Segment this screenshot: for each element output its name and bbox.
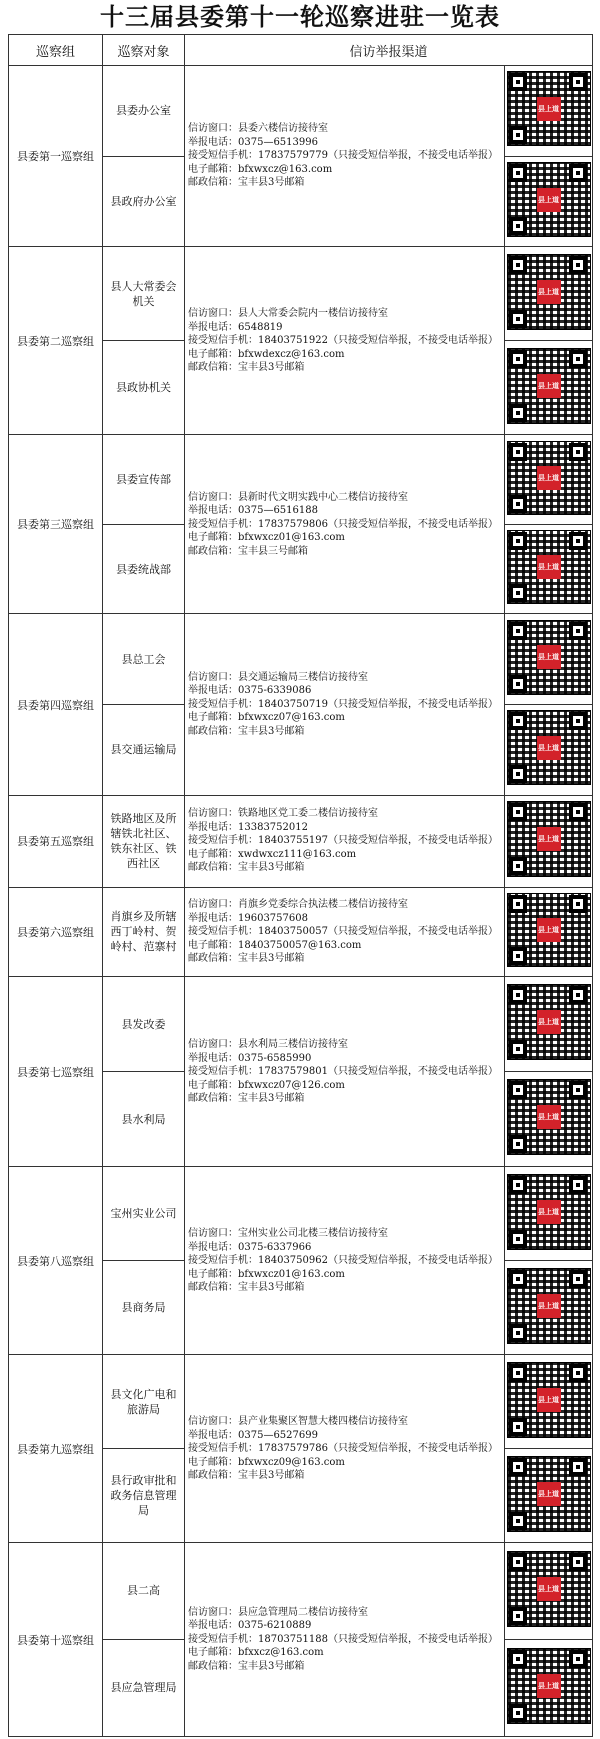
channel-mailbox: 邮政信箱：宝丰县3号邮箱	[188, 1660, 305, 1672]
channel-cell	[185, 614, 505, 795]
qr-finder-pattern	[509, 1081, 527, 1099]
channel-email: 电子邮箱：bfxwxcz07@126.com	[188, 1079, 345, 1091]
qr-finder-pattern	[509, 584, 527, 602]
group-cell: 县委第八巡察组	[9, 1167, 103, 1355]
channel-phone: 举报电话：0375—6527699	[188, 1429, 318, 1441]
qr-finder-pattern	[569, 256, 587, 274]
qr-finder-pattern	[509, 765, 527, 783]
group-cell: 县委第七巡察组	[9, 977, 103, 1167]
qr-finder-pattern	[569, 164, 587, 182]
qr-finder-pattern	[509, 1704, 527, 1722]
channel-mailbox: 邮政信箱：宝丰县三号邮箱	[188, 545, 308, 557]
target-cell: 县总工会	[103, 614, 185, 705]
qr-code-icon[interactable]	[508, 349, 590, 423]
channel-sms: 接受短信手机：18403750057（只接受短信举报，不接受电话举报）	[188, 926, 498, 938]
target-cell: 县商务局	[103, 1261, 185, 1355]
qr-cell	[505, 156, 593, 247]
target-cell: 县委办公室	[103, 66, 185, 157]
qr-cell	[505, 1639, 593, 1736]
channel-cell	[185, 1543, 505, 1737]
qr-code-icon[interactable]	[508, 1649, 590, 1723]
channel-cell	[185, 247, 505, 435]
qr-code-icon[interactable]	[508, 1552, 590, 1626]
channel-cell	[185, 66, 505, 247]
qr-finder-pattern	[509, 1364, 527, 1382]
qr-cell	[505, 1355, 593, 1449]
qr-finder-pattern	[509, 310, 527, 328]
channel-mailbox: 邮政信箱：宝丰县3号邮箱	[188, 862, 305, 874]
channel-phone: 举报电话：0375—6516188	[188, 505, 318, 517]
header-group: 巡察组	[9, 35, 103, 66]
target-cell: 县政府办公室	[103, 156, 185, 247]
channel-sms: 接受短信手机：18403750962（只接受短信举报，不接受电话举报）	[188, 1255, 498, 1267]
qr-logo-icon: 县上道	[537, 827, 561, 851]
target-cell: 县二高	[103, 1543, 185, 1639]
qr-finder-pattern	[509, 622, 527, 640]
target-cell: 县行政审批和政务信息管理局	[103, 1449, 185, 1543]
qr-finder-pattern	[509, 1135, 527, 1153]
qr-finder-pattern	[509, 675, 527, 693]
channel-cell	[185, 887, 505, 977]
channel-mailbox: 邮政信箱：宝丰县3号邮箱	[188, 177, 305, 189]
qr-finder-pattern	[509, 1176, 527, 1194]
group-cell: 县委第九巡察组	[9, 1355, 103, 1543]
group-cell: 县委第三巡察组	[9, 435, 103, 614]
channel-mailbox: 邮政信箱：宝丰县3号邮箱	[188, 1093, 305, 1104]
qr-logo-icon: 县上道	[537, 736, 561, 760]
channel-sms: 接受短信手机：17837579806（只接受短信举报，不接受电话举报）	[188, 518, 498, 530]
qr-code-icon[interactable]	[508, 1080, 590, 1154]
channel-phone: 举报电话：6548819	[188, 321, 283, 333]
channel-window: 信访窗口：县交通运输局三楼信访接待室	[188, 671, 368, 683]
qr-cell	[505, 1449, 593, 1543]
table-row	[9, 795, 593, 887]
qr-code-icon[interactable]	[508, 802, 590, 876]
group-cell: 县委第六巡察组	[9, 887, 103, 977]
qr-logo-icon: 县上道	[537, 374, 561, 398]
channel-phone: 举报电话：0375-6585990	[188, 1052, 312, 1064]
qr-cell	[505, 705, 593, 796]
channel-email: 电子邮箱：bfxwxcz09@163.com	[188, 1456, 345, 1468]
qr-finder-pattern	[509, 803, 527, 821]
table-row	[9, 887, 593, 977]
table-row	[9, 614, 593, 705]
qr-finder-pattern	[509, 1230, 527, 1248]
channel-window: 信访窗口：县新时代文明实践中心二楼信访接待室	[188, 491, 408, 503]
qr-finder-pattern	[509, 532, 527, 550]
qr-logo-icon: 县上道	[537, 1105, 561, 1129]
qr-finder-pattern	[509, 404, 527, 422]
qr-finder-pattern	[509, 126, 527, 144]
table-row	[9, 1543, 593, 1639]
channel-email: 电子邮箱：bfxwxcz07@163.com	[188, 712, 345, 724]
qr-logo-icon: 县上道	[537, 1577, 561, 1601]
page-title: 十三届县委第十一轮巡察进驻一览表	[100, 2, 500, 31]
qr-finder-pattern	[509, 1607, 527, 1625]
channel-mailbox: 邮政信箱：宝丰县3号邮箱	[188, 1470, 305, 1482]
table-body	[9, 66, 593, 1737]
header-row	[9, 35, 593, 66]
qr-code-icon[interactable]	[508, 1175, 590, 1249]
channel-phone: 举报电话：0375-6337966	[188, 1241, 312, 1253]
table-row	[9, 435, 593, 525]
qr-cell	[505, 66, 593, 157]
target-cell: 宝州实业公司	[103, 1167, 185, 1261]
qr-logo-icon: 县上道	[537, 188, 561, 212]
channel-cell	[185, 795, 505, 887]
group-cell: 县委第二巡察组	[9, 247, 103, 435]
qr-finder-pattern	[569, 443, 587, 461]
qr-finder-pattern	[569, 1081, 587, 1099]
qr-cell	[505, 435, 593, 525]
qr-cell	[505, 1543, 593, 1639]
qr-logo-icon: 县上道	[537, 1388, 561, 1412]
header-target: 巡察对象	[103, 35, 185, 66]
qr-finder-pattern	[509, 443, 527, 461]
channel-email: 电子邮箱：xwdwxcz111@163.com	[188, 848, 357, 860]
qr-finder-pattern	[569, 1176, 587, 1194]
qr-finder-pattern	[509, 895, 527, 913]
qr-code-icon[interactable]	[508, 711, 590, 784]
qr-finder-pattern	[569, 803, 587, 821]
qr-code-icon[interactable]	[508, 442, 590, 514]
target-cell: 县交通运输局	[103, 705, 185, 796]
qr-code-icon[interactable]	[508, 621, 590, 694]
qr-finder-pattern	[509, 164, 527, 182]
qr-finder-pattern	[509, 1418, 527, 1436]
target-cell: 县委统战部	[103, 524, 185, 614]
qr-finder-pattern	[509, 256, 527, 274]
qr-finder-pattern	[509, 986, 527, 1004]
channel-phone: 举报电话：0375—6513996	[188, 136, 318, 148]
channel-window: 信访窗口：县水利局三楼信访接待室	[188, 1039, 348, 1050]
qr-cell	[505, 1261, 593, 1355]
qr-cell	[505, 247, 593, 341]
channel-email: 电子邮箱：bfxwxcz@163.com	[188, 163, 333, 175]
channel-sms: 接受短信手机：18403750719（只接受短信举报，不接受电话举报）	[188, 698, 498, 710]
target-cell: 肖旗乡及所辖西丁岭村、贺岭村、范寨村	[103, 887, 185, 977]
qr-code-icon[interactable]	[508, 72, 590, 145]
qr-code-icon[interactable]	[508, 255, 590, 329]
table-row	[9, 1167, 593, 1261]
qr-logo-icon: 县上道	[537, 1294, 561, 1318]
channel-window: 信访窗口：肖旗乡党委综合执法楼二楼信访接待室	[188, 899, 408, 911]
target-cell: 县应急管理局	[103, 1639, 185, 1736]
qr-finder-pattern	[569, 986, 587, 1004]
table-row	[9, 977, 593, 1072]
qr-code-icon[interactable]	[508, 894, 590, 966]
table-row	[9, 1355, 593, 1449]
qr-finder-pattern	[509, 1512, 527, 1530]
channel-cell	[185, 435, 505, 614]
target-cell: 县水利局	[103, 1072, 185, 1167]
channel-sms: 接受短信手机：17837579779（只接受短信举报，不接受电话举报）	[188, 150, 498, 162]
qr-finder-pattern	[569, 73, 587, 91]
qr-finder-pattern	[569, 712, 587, 730]
qr-finder-pattern	[569, 622, 587, 640]
channel-email: 电子邮箱：bfxxcz@163.com	[188, 1647, 324, 1659]
qr-finder-pattern	[509, 712, 527, 730]
qr-code-icon[interactable]	[508, 1269, 590, 1343]
target-cell: 县政协机关	[103, 341, 185, 435]
group-cell: 县委第四巡察组	[9, 614, 103, 795]
channel-sms: 接受短信手机：17837579801（只接受短信举报，不接受电话举报）	[188, 1066, 498, 1077]
qr-logo-icon: 县上道	[537, 97, 561, 121]
qr-cell	[505, 977, 593, 1072]
target-cell: 县委宣传部	[103, 435, 185, 525]
channel-mailbox: 邮政信箱：宝丰县3号邮箱	[188, 953, 305, 965]
qr-code-icon[interactable]	[508, 1457, 590, 1531]
channel-email: 电子邮箱：bfxwxcz01@163.com	[188, 532, 345, 544]
channel-mailbox: 邮政信箱：宝丰县3号邮箱	[188, 362, 305, 374]
target-cell: 铁路地区及所辖铁北社区、铁东社区、铁西社区	[103, 795, 185, 887]
channel-phone: 举报电话：0375-6339086	[188, 685, 312, 697]
qr-finder-pattern	[509, 857, 527, 875]
channel-sms: 接受短信手机：17837579786（只接受短信举报，不接受电话举报）	[188, 1443, 498, 1455]
channel-email: 电子邮箱：bfxwdexcz@163.com	[188, 348, 345, 360]
qr-code-icon[interactable]	[508, 1363, 590, 1437]
qr-logo-icon: 县上道	[537, 466, 561, 490]
qr-finder-pattern	[569, 532, 587, 550]
qr-logo-icon: 县上道	[537, 1674, 561, 1698]
qr-finder-pattern	[509, 1458, 527, 1476]
qr-finder-pattern	[569, 1650, 587, 1668]
header-channel: 信访举报渠道	[185, 35, 593, 66]
qr-cell	[505, 795, 593, 887]
qr-finder-pattern	[509, 947, 527, 965]
channel-phone: 举报电话：19603757608	[188, 912, 308, 924]
group-cell: 县委第十巡察组	[9, 1543, 103, 1737]
channel-sms: 接受短信手机：18703751188（只接受短信举报，不接受电话举报）	[188, 1633, 498, 1645]
group-cell: 县委第五巡察组	[9, 795, 103, 887]
qr-cell	[505, 887, 593, 977]
channel-window: 信访窗口：宝州实业公司北楼三楼信访接待室	[188, 1228, 388, 1240]
qr-cell	[505, 341, 593, 435]
qr-logo-icon: 县上道	[537, 280, 561, 304]
channel-cell	[185, 1167, 505, 1355]
inspection-table	[8, 34, 593, 1737]
qr-finder-pattern	[569, 1458, 587, 1476]
qr-finder-pattern	[509, 1040, 527, 1058]
qr-finder-pattern	[569, 350, 587, 368]
qr-cell	[505, 524, 593, 614]
qr-logo-icon: 县上道	[537, 918, 561, 942]
channel-window: 信访窗口：县产业集聚区智慧大楼四楼信访接待室	[188, 1416, 408, 1428]
channel-mailbox: 邮政信箱：宝丰县3号邮箱	[188, 725, 305, 737]
qr-logo-icon: 县上道	[537, 645, 561, 669]
qr-cell	[505, 614, 593, 705]
channel-window: 信访窗口：县应急管理局二楼信访接待室	[188, 1606, 368, 1618]
qr-finder-pattern	[509, 1650, 527, 1668]
qr-finder-pattern	[569, 1364, 587, 1382]
channel-email: 电子邮箱：18403750057@163.com	[188, 939, 362, 951]
target-cell: 县文化广电和旅游局	[103, 1355, 185, 1449]
channel-sms: 接受短信手机：18403751922（只接受短信举报，不接受电话举报）	[188, 335, 498, 347]
qr-logo-icon: 县上道	[537, 1010, 561, 1034]
channel-cell	[185, 1355, 505, 1543]
channel-phone: 举报电话：0375-6210889	[188, 1620, 312, 1632]
qr-finder-pattern	[509, 495, 527, 513]
qr-cell	[505, 1072, 593, 1167]
group-cell: 县委第一巡察组	[9, 66, 103, 247]
qr-code-icon[interactable]	[508, 531, 590, 603]
channel-window: 信访窗口：铁路地区党工委二楼信访接待室	[188, 808, 378, 820]
qr-cell	[505, 1167, 593, 1261]
channel-cell	[185, 977, 505, 1167]
target-cell: 县发改委	[103, 977, 185, 1072]
qr-finder-pattern	[509, 1324, 527, 1342]
qr-logo-icon: 县上道	[537, 1200, 561, 1224]
qr-finder-pattern	[509, 350, 527, 368]
channel-sms: 接受短信手机：18403755197（只接受短信举报，不接受电话举报）	[188, 835, 498, 847]
channel-mailbox: 邮政信箱：宝丰县3号邮箱	[188, 1282, 305, 1294]
qr-logo-icon: 县上道	[537, 1482, 561, 1506]
qr-finder-pattern	[509, 1270, 527, 1288]
qr-finder-pattern	[569, 895, 587, 913]
qr-finder-pattern	[509, 1553, 527, 1571]
qr-code-icon[interactable]	[508, 163, 590, 236]
qr-finder-pattern	[569, 1270, 587, 1288]
channel-phone: 举报电话：13383752012	[188, 821, 308, 833]
channel-window: 信访窗口：县人大常委会院内一楼信访接待室	[188, 308, 388, 320]
target-cell: 县人大常委会机关	[103, 247, 185, 341]
qr-finder-pattern	[509, 217, 527, 235]
qr-logo-icon: 县上道	[537, 555, 561, 579]
table-row	[9, 66, 593, 157]
qr-finder-pattern	[569, 1553, 587, 1571]
table-row	[9, 247, 593, 341]
qr-finder-pattern	[509, 73, 527, 91]
channel-window: 信访窗口：县委六楼信访接待室	[188, 123, 328, 135]
channel-email: 电子邮箱：bfxwxcz01@163.com	[188, 1268, 345, 1280]
qr-code-icon[interactable]	[508, 985, 590, 1059]
